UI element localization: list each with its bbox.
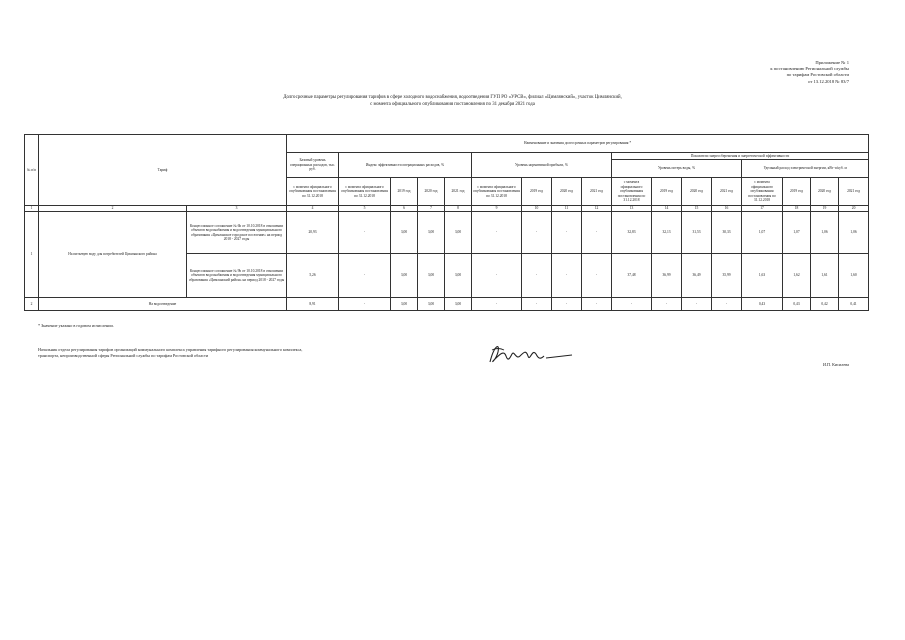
header-year: 2021 год xyxy=(445,178,472,206)
footnote: * Значение указано в годовом исчислении. xyxy=(38,323,114,328)
header-period-first: с момента официального опубликования постановления по 31.12.2018 xyxy=(612,178,652,206)
value-cell: 3,00 xyxy=(391,254,418,298)
header-specific: Удельный расход электрической энергии, кВт·ч/куб. м xyxy=(742,160,869,178)
header-year: 2019 год xyxy=(522,178,552,206)
value-cell: 3,00 xyxy=(445,254,472,298)
column-number: 7 xyxy=(418,206,445,212)
value-cell: - xyxy=(582,298,612,311)
header-year: 2021 год xyxy=(582,178,612,206)
value-cell: 32,83 xyxy=(612,212,652,254)
header-year: 2020 год xyxy=(552,178,582,206)
title-line: Долгосрочные параметры регулирования тарифов в сфере холодного водоснабжения, водоотведения ГУП РО «УРСВ», филиал «Цимлянский», участок Цимлянский, xyxy=(283,95,622,100)
value-cell: 3,00 xyxy=(418,254,445,298)
annex-line: от 13.12.2018 № 83/7 xyxy=(808,78,849,84)
value-cell: 3,00 xyxy=(445,212,472,254)
value-cell: - xyxy=(472,212,522,254)
value-cell: 20,93 xyxy=(287,212,339,254)
column-number: 2 xyxy=(39,206,187,212)
column-number: 13 xyxy=(612,206,652,212)
value-cell: 1,62 xyxy=(783,254,811,298)
column-number: 3 xyxy=(187,206,287,212)
value-cell: - xyxy=(552,212,582,254)
value-cell: - xyxy=(339,212,391,254)
value-cell: - xyxy=(682,298,712,311)
value-cell: - xyxy=(712,298,742,311)
column-number: 14 xyxy=(652,206,682,212)
header-year: 2019 год xyxy=(652,178,682,206)
header-profit: Уровень нормативной прибыли, % xyxy=(472,153,612,178)
agreement-text: Концессионное соглашение № 9b от 10.10.2018 в отношении объектов водоснабжения и водоотведения муниципального образования «Цимлянский район» на период 2018 - 2027 годы xyxy=(187,254,287,298)
value-cell: - xyxy=(522,254,552,298)
value-cell: - xyxy=(582,212,612,254)
header-energy-group: Показатели энергосбережения и энергетической эффективности xyxy=(612,153,869,160)
value-cell: 0,41 xyxy=(839,298,869,311)
column-number: 18 xyxy=(783,206,811,212)
header-year: 2021 год xyxy=(839,178,869,206)
column-number: 20 xyxy=(839,206,869,212)
document-title xyxy=(0,94,905,108)
header-losses: Уровень потерь воды, % xyxy=(612,160,742,178)
value-cell: - xyxy=(612,298,652,311)
signatory-line: Начальник отдела регулирования тарифов организаций коммунального комплекса управления тарифного регулирования коммунального комплекса, xyxy=(38,347,303,352)
value-cell: 0,43 xyxy=(783,298,811,311)
value-cell: 1,07 xyxy=(783,212,811,254)
value-cell: 8,91 xyxy=(287,298,339,311)
annex-line: к постановлению Региональной службы xyxy=(770,66,849,72)
row-number: 2 xyxy=(25,298,39,311)
annex-line: по тарифам Ростовской области xyxy=(786,72,849,78)
value-cell: 31,53 xyxy=(682,212,712,254)
row-number: 1 xyxy=(25,212,39,298)
value-cell: 32,13 xyxy=(652,212,682,254)
header-index-eff: Индекс эффективности операционных расходов, % xyxy=(339,153,472,178)
handwritten-signature xyxy=(484,338,574,370)
value-cell: 0,43 xyxy=(742,298,783,311)
column-number: 16 xyxy=(712,206,742,212)
header-num: № п/п xyxy=(25,135,39,206)
header-year: 2019 год xyxy=(391,178,418,206)
value-cell: 1,06 xyxy=(811,212,839,254)
value-cell: 0,42 xyxy=(811,298,839,311)
header-base-level: Базовый уровень операционных расходов, тыс. руб. xyxy=(287,153,339,178)
value-cell: - xyxy=(522,298,552,311)
column-number: 6 xyxy=(391,206,418,212)
value-cell: 30,33 xyxy=(712,212,742,254)
value-cell: 1,07 xyxy=(742,212,783,254)
value-cell: 1,06 xyxy=(839,212,869,254)
header-year: 2020 год xyxy=(418,178,445,206)
header-year: 2021 год xyxy=(712,178,742,206)
annex-line: Приложение № 1 xyxy=(815,60,849,65)
header-params-group: Наименование и значения долгосрочных параметров регулирования * xyxy=(287,135,869,153)
column-number: 17 xyxy=(742,206,783,212)
header-period-first: с момента официального опубликования постановления по 31.12.2018 xyxy=(287,178,339,206)
header-year: 2020 год xyxy=(811,178,839,206)
signatory-name: И.П. Кисилева xyxy=(822,362,849,367)
column-number: 10 xyxy=(522,206,552,212)
value-cell: - xyxy=(652,298,682,311)
value-cell: 1,60 xyxy=(839,254,869,298)
signatory-line: транспорта, непроизводственной сферы Региональной службы по тарифам Ростовской области xyxy=(38,353,209,358)
column-number: 11 xyxy=(552,206,582,212)
header-tariff: Тариф xyxy=(39,135,287,206)
table-row xyxy=(25,212,869,254)
value-cell: 3,00 xyxy=(391,298,418,311)
value-cell: 35,99 xyxy=(712,254,742,298)
header-period-first: с момента официального опубликования постановления по 31.12.2018 xyxy=(742,178,783,206)
title-line: с момента официального опубликования постановления по 31 декабря 2021 года xyxy=(370,102,535,107)
value-cell: 3,00 xyxy=(391,212,418,254)
column-number: 1 xyxy=(25,206,39,212)
parameters-table xyxy=(24,134,869,311)
value-cell: 3,00 xyxy=(445,298,472,311)
value-cell: - xyxy=(552,254,582,298)
value-cell: 1,63 xyxy=(742,254,783,298)
value-cell: - xyxy=(472,298,522,311)
header-year: 2020 год xyxy=(682,178,712,206)
row-name: На водоотведение xyxy=(39,298,287,311)
value-cell: - xyxy=(339,298,391,311)
value-cell: 5,26 xyxy=(287,254,339,298)
value-cell: - xyxy=(339,254,391,298)
annex-block xyxy=(770,60,849,85)
value-cell: - xyxy=(552,298,582,311)
header-period-first: с момента официального опубликования постановления по 31.12.2018 xyxy=(339,178,391,206)
value-cell: 36,99 xyxy=(652,254,682,298)
header-year: 2019 год xyxy=(783,178,811,206)
column-number: 5 xyxy=(339,206,391,212)
column-number: 12 xyxy=(582,206,612,212)
value-cell: 36,49 xyxy=(682,254,712,298)
signatory-position xyxy=(38,347,302,359)
value-cell: 3,00 xyxy=(418,298,445,311)
column-number: 9 xyxy=(472,206,522,212)
value-cell: 37,48 xyxy=(612,254,652,298)
column-number: 8 xyxy=(445,206,472,212)
value-cell: 1,61 xyxy=(811,254,839,298)
column-number: 19 xyxy=(811,206,839,212)
value-cell: - xyxy=(582,254,612,298)
header-period-first: с момента официального опубликования постановления по 31.12.2018 xyxy=(472,178,522,206)
agreement-text: Концессионное соглашение № 6b от 10.10.2018 в отношении объектов водоснабжения и водоотведения муниципального образования «Цимлянское городское поселение» на период 2018 - 2027 годы xyxy=(187,212,287,254)
table-row xyxy=(25,298,869,311)
column-number: 4 xyxy=(287,206,339,212)
value-cell: - xyxy=(522,212,552,254)
value-cell: - xyxy=(472,254,522,298)
column-number: 15 xyxy=(682,206,712,212)
value-cell: 3,00 xyxy=(418,212,445,254)
row-name: На питьевую воду для потребителей Цимлянского района xyxy=(39,212,187,298)
